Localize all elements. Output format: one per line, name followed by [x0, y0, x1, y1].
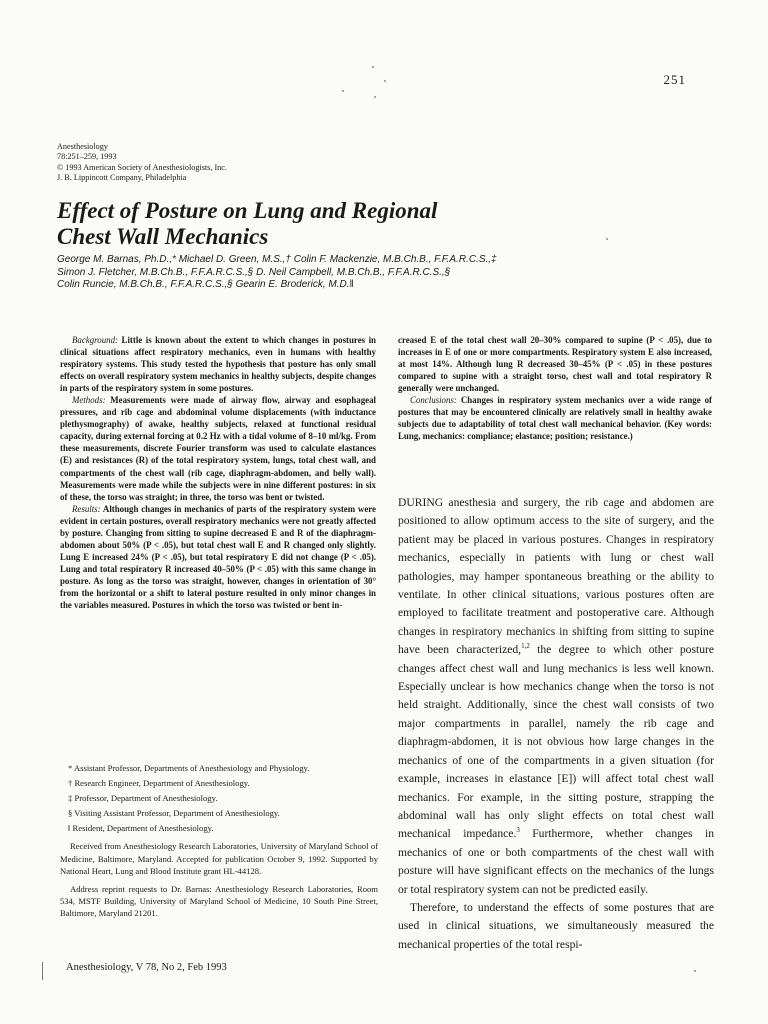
footnote-3: ‡ Professor, Department of Anesthesiology. — [68, 793, 218, 804]
results-text: Although changes in mechanics of parts of the respiratory system were evident in certain postures, overall respiratory mechanics were not greatly affected by posture. Changing from sitting to supine decreased E and R of the diaphragm-abdomen about 50% (P < .05), but total chest wall E and R changed only slightly. Lung E increased 24% (P < .05), but total respiratory E did not change (P < .05). Lung and total respiratory R increased 40–50% (P < .05) with this same change in posture. As long as the torso was straight, however, changes in orientation of 30° from the horizontal or a shift to lateral posture resulted in only minor changes in the variables measured. Postures in which the torso was twisted or bent in- — [60, 503, 376, 611]
conclusions-text: Changes in respiratory system mechanics over a wide range of postures that may be encountered clinically are relatively small in healthy awake subjects due to adaptability of total chest wall mechanical behavior. (Key words: Lung, mechanics: compliance; elastance; position; resistance.) — [398, 395, 713, 442]
title-line-2: Chest Wall Mechanics — [57, 224, 269, 249]
author-line-2: Simon J. Fletcher, M.B.Ch.B., F.F.A.R.C.S.,§ D. Neil Campbell, M.B.Ch.B., F.F.A.R.C.S.,§ — [57, 266, 451, 278]
margin-rule — [42, 962, 43, 980]
footnote-5: ‖ Resident, Department of Anesthesiology. — [68, 823, 214, 834]
received-note: Received from Anesthesiology Research Laboratories, University of Maryland School of Medicine, Baltimore, Maryland. Accepted for publication October 9, 1992. Supported by National Heart, Lung and Blood Institute grant HL-44128. — [60, 841, 378, 876]
abstract-methods — [60, 394, 376, 502]
body-p1-part-a: DURING anesthesia and surgery, the rib cage and abdomen are positioned to allow optimum access to the site of surgery, and the patient may be placed in various postures. Changes in respiratory mechanics, especially in patients with lung or chest wall pathologies, may hamper spontaneous breathing or the ability to ventilate. In other clinical situations, various postures often are employed to facilitate treatment and postoperative care. Although changes in respiratory mechanics in shifting from sitting to supine have been characterized, — [398, 496, 714, 657]
scan-speck — [342, 90, 344, 92]
article-body — [398, 494, 714, 954]
title-line-1: Effect of Posture on Lung and Regional — [57, 198, 438, 223]
background-label: Background: — [72, 335, 119, 345]
footnote-4: § Visiting Assistant Professor, Department of Anesthesiology. — [68, 808, 280, 819]
abstract-results — [60, 503, 376, 611]
article-title — [57, 198, 577, 250]
abstract-background — [60, 334, 376, 394]
page-footer: Anesthesiology, V 78, No 2, Feb 1993 — [66, 962, 227, 973]
body-p1-part-b: the degree to which other posture changes affect chest wall and lung mechanics is less well known. Especially unclear is how mechanics change when the torso is not held straight. Additionally, since the chest wall consists of two major compartments in parallel, namely the rib cage and diaphragm-abdomen, it is not obvious how large changes in the mechanics of one of the compartments in a given situation (for example, increases in elastance [E]) will affect total chest wall mechanics. For example, in the sitting posture, strapping the abdominal wall has only slight effects on total chest wall mechanical impedance. — [398, 643, 714, 841]
page-number: 251 — [663, 72, 686, 87]
citation-ref: 1,2 — [521, 642, 530, 651]
body-p1-part-c: Furthermore, whether changes in mechanics of one or both compartments of the chest wall with posture will have significant effects on the mechanics of the lungs or total respiratory system can not be predicted easily. — [398, 827, 714, 896]
body-paragraph-1 — [398, 494, 714, 899]
author-line-3: Colin Runcie, M.B.Ch.B., F.F.A.R.C.S.,§ Gearin E. Broderick, M.D.‖ — [57, 279, 354, 290]
author-line-1: George M. Barnas, Ph.D.,* Michael D. Green, M.S.,† Colin F. Mackenzie, M.B.Ch.B., F.F.A.R.C.S.,‡ — [57, 254, 497, 265]
methods-text: Measurements were made of airway flow, airway and esophageal pressures, and rib cage and abdominal volume displacements (with inductance plethysmography) of awake, healthy subjects, relaxed at functional residual capacity, during external forcing at 0.2 Hz with a tidal volume of 8–10 ml/kg. From these measurements, discrete Fourier transform was used to calculate elastances (E) and resistances (R) of the total respiratory system, lungs, total chest wall, and compartments of the chest wall (rib cage, diaphragm-abdomen, and belly wall). Measurements were made while the subjects were in nine different postures: in six of these, the torso was straight; in three, the torso was bent or twisted. — [60, 395, 377, 502]
journal-name: Anesthesiology — [57, 142, 108, 151]
body-paragraph-2: Therefore, to understand the effects of some postures that are used in clinical situations, we simultaneously measured the mechanical properties of the total respi- — [398, 900, 714, 951]
scan-speck — [384, 80, 386, 82]
publisher-line: J. B. Lippincott Company, Philadelphia — [57, 173, 187, 183]
scan-speck — [606, 238, 608, 240]
footnote-2: † Research Engineer, Department of Anesthesiology. — [68, 778, 250, 789]
citation-ref: 3 — [516, 826, 520, 835]
abstract-right-column — [398, 334, 712, 442]
abstract-left-column — [60, 334, 376, 611]
journal-volume: 78:251–259, 1993 — [57, 152, 117, 162]
scan-speck — [372, 66, 374, 68]
conclusions-label: Conclusions: — [410, 395, 457, 406]
scan-speck — [694, 970, 696, 972]
results-label: Results: — [72, 503, 101, 514]
abstract-conclusions — [398, 394, 712, 442]
scan-speck — [374, 96, 376, 98]
abstract-results-continued: creased E of the total chest wall 20–30% compared to supine (P < .05), due to increases in E of one or more compartments. Respiratory system E also increased, at most 14%. Although lung R decreased 30–45% (P < .05) in these postures compared to supine with a straight torso, chest wall and total respiratory R generally were unchanged. — [398, 335, 712, 394]
background-text: Little is known about the extent to which changes in postures in clinical situations affect respiratory mechanics, even in humans with healthy respiratory systems. This study tested the hypothesis that posture has only small effects on overall respiratory system mechanics in healthy subjects, despite changes in parts of the respiratory system in some postures. — [60, 335, 376, 394]
reprint-note: Address reprint requests to Dr. Barnas: Anesthesiology Research Laboratories, Room 534, MSTF Building, University of Maryland School of Medicine, 10 South Pine Street, Baltimore, Maryland 21201. — [60, 883, 378, 918]
methods-label: Methods: — [72, 395, 106, 406]
author-list — [57, 254, 617, 292]
journal-citation — [57, 142, 227, 184]
footnote-1: * Assistant Professor, Departments of Anesthesiology and Physiology. — [68, 763, 310, 773]
copyright-line: © 1993 American Society of Anesthesiologists, Inc. — [57, 162, 227, 172]
footnotes — [60, 762, 378, 919]
